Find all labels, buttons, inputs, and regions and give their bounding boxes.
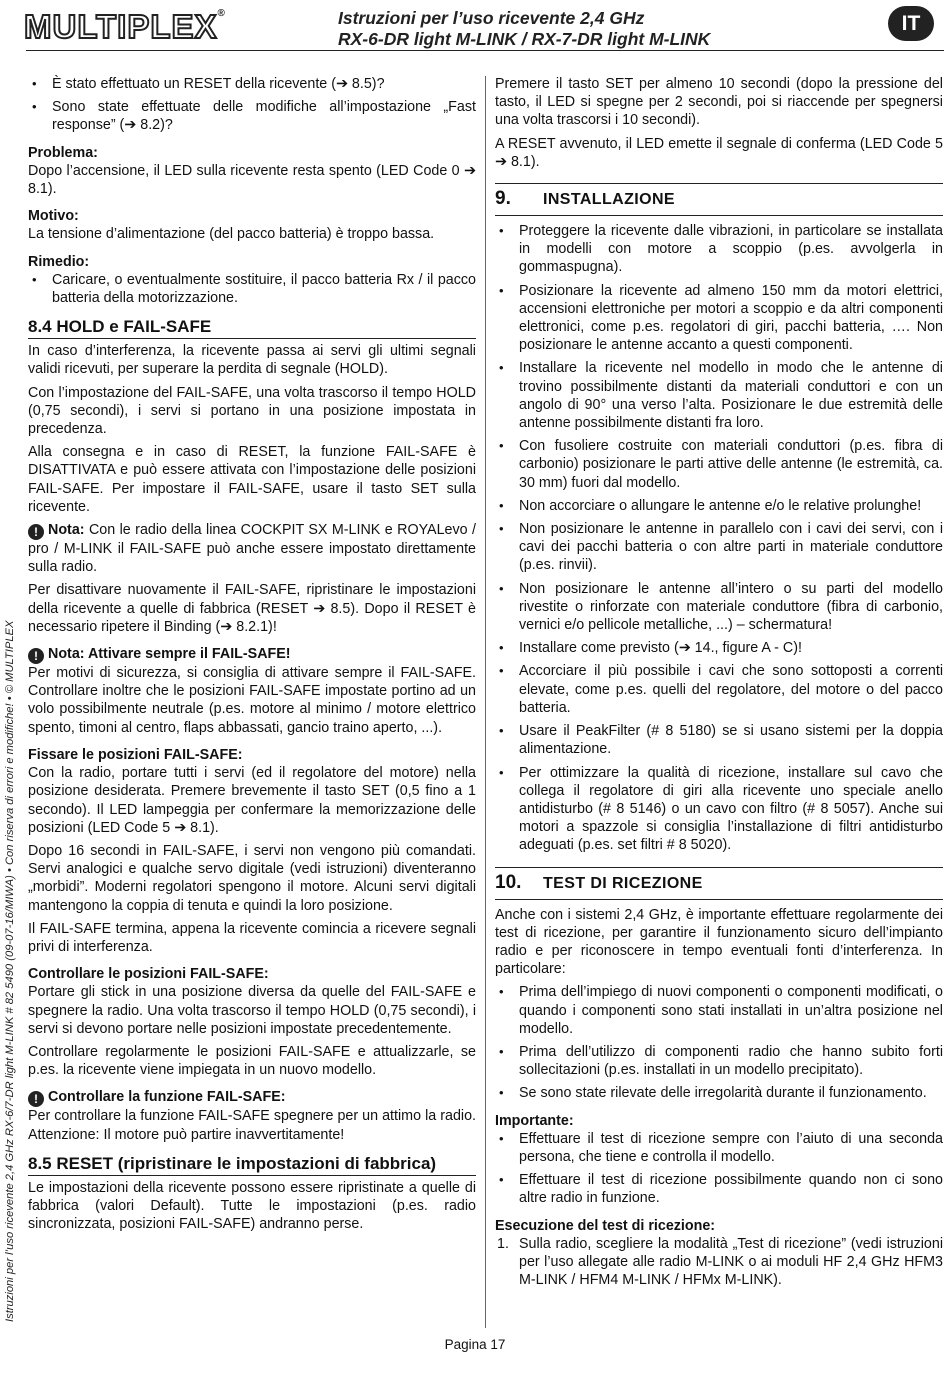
importante-heading: Importante: <box>495 1112 574 1129</box>
exclamation-icon: ! <box>28 1091 44 1107</box>
list-item: • Prima dell’utilizzo di componenti radio che hanno subito forti sollecitazioni (p.es. installati in un modello precipitato). <box>495 1043 943 1079</box>
paragraph: Anche con i sistemi 2,4 GHz, è importante effettuare regolarmente dei test di ricezione, per garantire il funzionamento sicuro dell’impianto radio e per riconoscere in tempo eventuali fonti d’interferenza. In particolare: <box>495 906 943 978</box>
list-item: • Con fusoliere costruite con materiali conduttori (p.es. fibra di carbonio) posizionare le parti attive delle antenne (le estremità, ca. 30 mm) fuori dal modello. <box>495 437 943 492</box>
multiplex-logo: MULTIPLEX® <box>24 8 226 45</box>
list-item: • Effettuare il test di ricezione sempre con l’aiuto di una seconda persona, che tiene e controlla il modello. <box>495 1130 943 1166</box>
numbered-item: 1. Sulla radio, scegliere la modalità „Test di ricezione” (vedi istruzioni per l’uso allegate alle radio M-LINK o ai moduli HF 2,4 GHz HFM3 M-LINK / HFM4 M-LINK / HFMx M-LINK). <box>497 1235 943 1289</box>
page-number: Pagina 17 <box>444 1337 506 1352</box>
paragraph: Con la radio, portare tutti i servi (ed il regolatore del motore) nella posizione desiderata. Premere brevemente il tasto SET (0,5 fino a 1 secondo). Il LED lampeggia per confermare la memorizzazione delle posizioni (LED Code 5 ➔ 8.1). <box>28 765 476 836</box>
paragraph: In caso d’interferenza, la ricevente passa ai servi gli ultimi segnali validi ricevuti, per superare la perdita di segnale (HOLD). <box>28 343 476 378</box>
list-item: • Caricare, o eventualmente sostituire, il pacco batteria Rx / il pacco batteria della motorizzazione. <box>28 271 476 307</box>
paragraph: Portare gli stick in una posizione diversa da quelle del FAIL-SAFE e spegnere la radio. Una volta trascorso il tempo HOLD (0,75 secondi), i servi si devono portare nelle posizioni impostate precedentemente. <box>28 984 476 1037</box>
paragraph: Per controllare la funzione FAIL-SAFE spegnere per un attimo la radio. Attenzione: Il motore può partire inavvertitamente! <box>28 1108 476 1143</box>
nota-heading: ! Nota: Attivare sempre il FAIL-SAFE! <box>28 645 476 664</box>
section-8-4-heading: 8.4 HOLD e FAIL-SAFE <box>28 317 476 339</box>
motivo-text: La tensione d’alimentazione (del pacco batteria) è troppo bassa. <box>28 226 435 243</box>
header-rule <box>26 50 944 51</box>
list-item: • Se sono state rilevate delle irregolarità durante il funzionamento. <box>495 1084 943 1102</box>
controllare-heading: Controllare le posizioni FAIL-SAFE: <box>28 966 269 983</box>
list-item: • È stato effettuato un RESET della ricevente (➔ 8.5)? <box>28 75 476 93</box>
paragraph: Con l’impostazione del FAIL-SAFE, una volta trascorso il tempo HOLD (0,75 secondi), i servi si portano in una posizione impostata in precedenza. <box>28 384 476 438</box>
nota-paragraph <box>28 521 476 576</box>
paragraph: Controllare regolarmente le posizioni FAIL-SAFE e attualizzarle, se p.es. la ricevente viene impiegata in un nuovo modello. <box>28 1043 476 1079</box>
list-item: • Sono state effettuate delle modifiche all’impostazione „Fast response” (➔ 8.2)? <box>28 98 476 134</box>
paragraph: Il FAIL-SAFE termina, appena la ricevente comincia a ricevere segnali privi di interferenza. <box>28 920 476 955</box>
list-item: • Accorciare il più possibile i cavi che sono sottoposti a correnti elevate, come p.es. quelli del regolatore, del motore o del pacco batteria. <box>495 662 943 717</box>
list-item: • Non accorciare o allungare le antenne e/o le relative prolunghe! <box>495 497 943 515</box>
exclamation-icon: ! <box>28 524 44 540</box>
list-item: • Non posizionare le antenne in parallelo con i cavi dei servi, con i cavi dei pacchi batteria o con altre parti in materiale conduttore (p.es. rinvii). <box>495 520 943 575</box>
fissare-heading: Fissare le posizioni FAIL-SAFE: <box>28 746 243 763</box>
list-item: • Effettuare il test di ricezione possibilmente quando non ci sono altre radio in funzione. <box>495 1171 943 1207</box>
column-divider <box>485 76 486 1328</box>
title-line-2: RX-6-DR light M-LINK / RX-7-DR light M-LINK <box>338 29 711 49</box>
paragraph: Le impostazioni della ricevente possono essere ripristinate a quelle di fabbrica (valori Default). Tutte le impostazioni (p.es. radio sincronizzata, posizioni FAIL-SAFE) andranno perse. <box>28 1179 476 1233</box>
problema-text: Dopo l’accensione, il LED sulla ricevente resta spento (LED Code 0 ➔ 8.1). <box>28 162 476 198</box>
rimedio-heading: Rimedio: <box>28 253 90 270</box>
funzione-heading: ! Controllare la funzione FAIL-SAFE: <box>28 1088 476 1107</box>
paragraph: A RESET avvenuto, il LED emette il segnale di conferma (LED Code 5 ➔ 8.1). <box>495 135 943 170</box>
esecuzione-heading: Esecuzione del test di ricezione: <box>495 1217 716 1234</box>
nota-text: Con le radio della linea COCKPIT SX M-LINK e ROYALevo / pro / M-LINK il FAIL-SAFE può anche essere impostato direttamente sulla radio. <box>28 522 476 576</box>
left-column <box>28 75 476 1238</box>
paragraph: Per motivi di sicurezza, si consiglia di attivare sempre il FAIL-SAFE. Controllare inoltre che le posizioni FAIL-SAFE impostate portino ad un volo possibilmente neutrale (p.es. motore al minimo / motore elettrico spento, timoni al centro, flaps abbassati, gancio traino aperto, ...). <box>28 665 476 736</box>
list-item: • Per ottimizzare la qualità di ricezione, installare sul cavo che collega il regolatore di giri alla ricevente uno speciale anello antidisturbo (# 8 5146) o un cavo con filtro (# 8 5057). Anche sui motori a spazzole si consiglia l’installazione di filtri antidisturbo adeguati (p.es. set filtri # 8 5020). <box>495 764 943 855</box>
paragraph: Per disattivare nuovamente il FAIL-SAFE, ripristinare le impostazioni della ricevente a quelle di fabbrica (RESET ➔ 8.5). Dopo il RESET è necessario ripetere il Binding (➔ 8.2.1)! <box>28 582 476 635</box>
section-10-heading: 10. TEST DI RICEZIONE <box>495 867 943 900</box>
section-8-5-heading: 8.5 RESET (ripristinare le impostazioni di fabbrica) <box>28 1154 476 1176</box>
list-item: • Prima dell’impiego di nuovi componenti o componenti modificati, o quando i componenti sono stati installati in un’altra posizione nel modello. <box>495 983 943 1038</box>
problema-heading: Problema: <box>28 144 98 161</box>
installazione-list <box>495 222 943 855</box>
paragraph: Alla consegna e in caso di RESET, la funzione FAIL-SAFE è DISATTIVATA e può essere attivata con l’impostazione delle posizioni FAIL-SAFE. Per impostare il FAIL-SAFE, usare il tasto SET sulla ricevente. <box>28 444 476 515</box>
language-badge: IT <box>888 6 934 41</box>
title-line-1: Istruzioni per l’uso ricevente 2,4 GHz <box>338 8 645 28</box>
motivo-heading: Motivo: <box>28 208 79 225</box>
nota-label: Nota: <box>48 522 85 539</box>
list-item: • Installare la ricevente nel modello in modo che le antenne di trovino possibilmente distanti da materiali conduttori e con un angolo di 90° una verso l’alta. Posizionare le due estremità delle antenne possibilmente distanti fra loro. <box>495 359 943 432</box>
list-item: • Usare il PeakFilter (# 8 5180) se si usano sistemi per la doppia alimentazione. <box>495 722 943 758</box>
section-9-heading: 9. INSTALLAZIONE <box>495 183 943 216</box>
paragraph: Premere il tasto SET per almeno 10 secondi (dopo la pressione del tasto, il LED si spegne per 2 secondi, poi si riaccende per spegnersi una volta trascorsi i 10 secondi). <box>495 76 943 129</box>
right-column <box>495 75 943 1294</box>
document-title <box>338 8 858 50</box>
paragraph: Dopo 16 secondi in FAIL-SAFE, i servi non vengono più comandati. Servi analogici e qualche servo digitale (vedi istruzioni) diventeranno „morbidi”. Moderni regolatori spengono il motore. Alcuni servi digitali mantengono la coppia di tenuta e quindi la loro posizione. <box>28 842 476 914</box>
list-item: • Proteggere la ricevente dalle vibrazioni, in particolare se installata in modelli con motore a scoppio (p.es. avvolgerla in gommaspugna). <box>495 222 943 277</box>
list-item: • Installare come previsto (➔ 14., figure A - C)! <box>495 639 943 657</box>
list-item: • Non posizionare le antenne all’intero o su parti del modello rivestite o rinforzate con materiale conduttore (fibra di carbonio, vernici e/o pellicole metalliche, ...) – schermatura! <box>495 580 943 635</box>
list-item: • Posizionare la ricevente ad almeno 150 mm da motori elettrici, accensioni elettroniche per motori a scoppio e da altri componenti elettronici, come p.es. regolatori di giri, pacchi batteria, …. Non posizionare le antenne accanto a questi componenti. <box>495 282 943 355</box>
sidebar-note: Istruzioni per l’uso ricevente 2,4 GHz RX-6/7-DR light M-LINK # 82 5490 (09-07-16/MIWA) • Con riserva di errori e modifiche! • © MULTIPLEX <box>4 620 16 1322</box>
exclamation-icon: ! <box>28 648 44 664</box>
